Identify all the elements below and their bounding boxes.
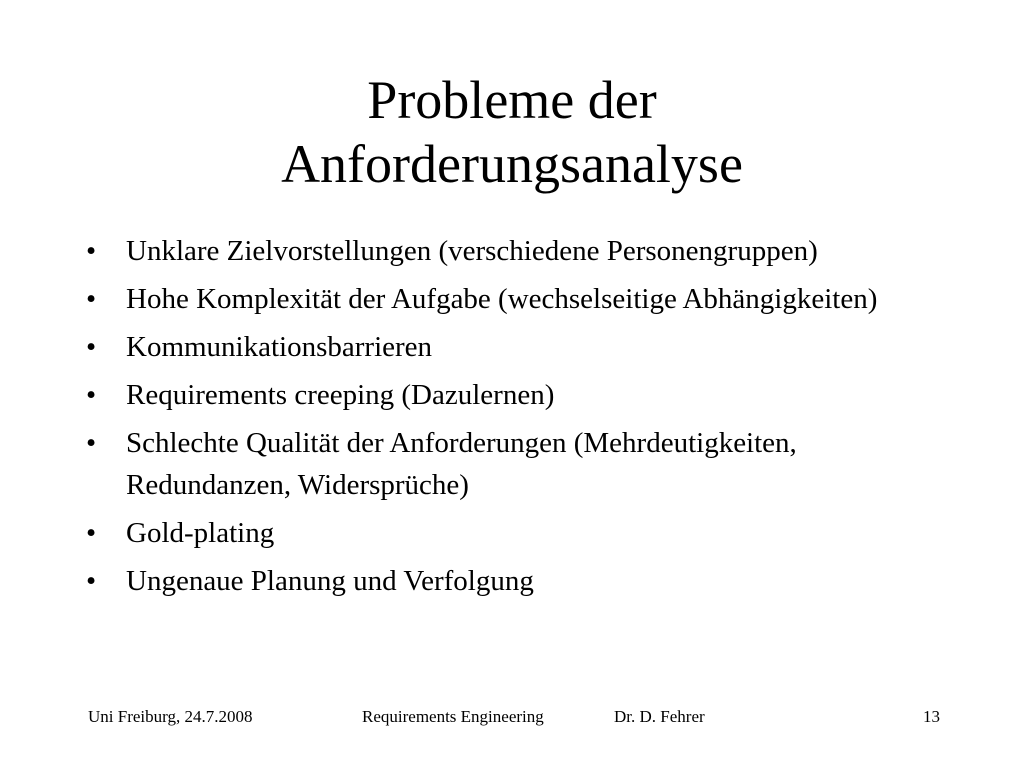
- bullet-text: Unklare Zielvorstellungen (verschiedene Personengruppen): [126, 235, 818, 267]
- footer-author: Dr. D. Fehrer: [614, 707, 705, 726]
- bullet-list: [86, 230, 966, 608]
- bullet-item: [86, 374, 966, 416]
- bullet-icon: •: [86, 427, 97, 459]
- bullet-text: Ungenaue Planung und Verfolgung: [126, 565, 534, 597]
- bullet-icon: •: [86, 283, 97, 315]
- bullet-item: [86, 560, 966, 602]
- title-line-1: Probleme der: [367, 70, 657, 130]
- slide-title: [0, 68, 1024, 196]
- bullet-icon: •: [86, 235, 97, 267]
- bullet-text: Requirements creeping (Dazulernen): [126, 379, 555, 411]
- bullet-item: [86, 326, 966, 368]
- bullet-icon: •: [86, 379, 97, 411]
- bullet-icon: •: [86, 565, 97, 597]
- bullet-item: [86, 278, 966, 320]
- bullet-icon: •: [86, 517, 97, 549]
- bullet-item: [86, 230, 966, 272]
- title-line-2: Anforderungsanalyse: [281, 134, 743, 194]
- bullet-item: [86, 512, 966, 554]
- footer-course-title: Requirements Engineering: [362, 707, 544, 726]
- bullet-text: Gold-plating: [126, 517, 275, 549]
- bullet-text: Schlechte Qualität der Anforderungen (Mehrdeutigkeiten, Redundanzen, Widersprüche): [126, 427, 797, 501]
- bullet-text: Hohe Komplexität der Aufgabe (wechselseitige Abhängigkeiten): [126, 283, 878, 315]
- footer-date-location: Uni Freiburg, 24.7.2008: [88, 707, 253, 726]
- page-number: 13: [923, 707, 940, 726]
- bullet-item: [86, 422, 966, 506]
- bullet-text: Kommunikationsbarrieren: [126, 331, 433, 363]
- bullet-icon: •: [86, 331, 97, 363]
